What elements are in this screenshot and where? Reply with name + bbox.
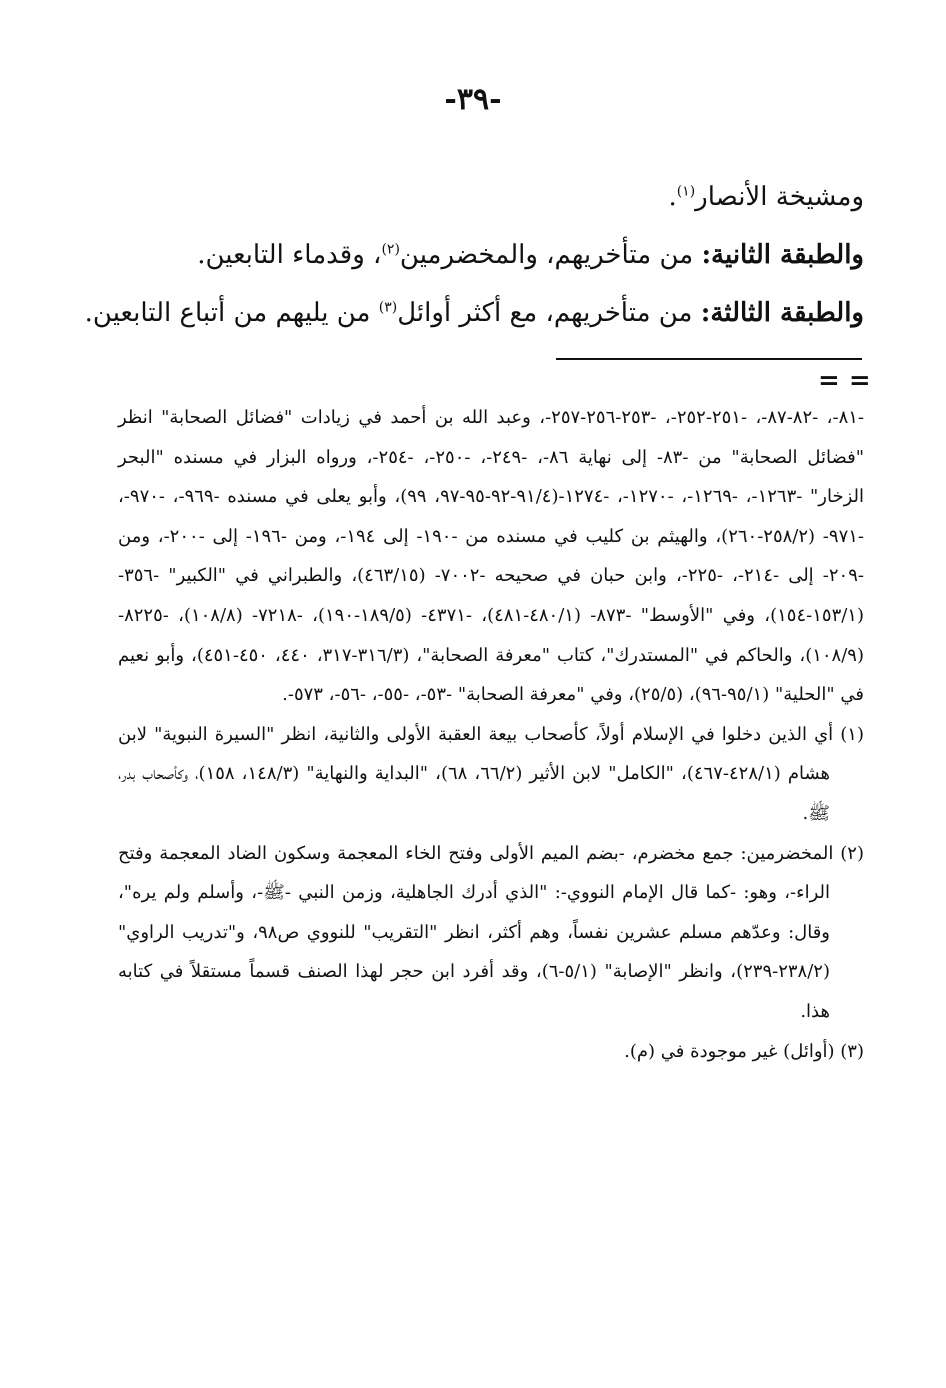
footnote-separator — [556, 358, 862, 360]
footnote-ref-2: (٢) — [381, 241, 400, 258]
footnote-continued: -٨١-، -٨٢-٨٧-، -٢٥١-٢٥٢-، -٢٥٣-٢٥٦-٢٥٧-، وعبد الله بن أحمد في زيادات "فضائل الصحابة" انظر "فضائل الصحابة" من -٨٣- إلى نهاية ٨٦-، -٢٤٩-، -٢٥٠-، -٢٥٤-، ورواه البزار في مسنده "البحر الزخار" -١٢٦٣-، -١٢٦٩-، -١٢٧٠-، -١٢٧٤-(٩١/٤-٩٢-٩٥-٩٧، ٩٩)، وأبو يعلى في مسنده -٩٦٩-، -٩٧٠-، -٩٧١- (٢٥٨/٢-٢٦٠)، والهيثم بن كليب في مسنده من -١٩٠- إلى ١٩٤-، ومن -١٩٦- إلى -٢٠٠-، ومن -٢٠٩- إلى -٢١٤-، -٢٢٥-، وابن حبان في صحيحه -٧٠٠٢- (٤٦٣/١٥)، والطبراني في "الكبير" -٣٥٦- (١٥٣/١-١٥٤)، وفي "الأوسط" -٨٧٣- (٤٨٠/١-٤٨١)، -٤٣٧١- (١٨٩/٥-١٩٠)، -٧٢١٨- (١٠٨/٨)، -٨٢٢٥- (١٠٨/٩)، والحاكم في "المستدرك"، كتاب "معرفة الصحابة"، (٣١٦/٣-٣١٧، ٤٤٠، ٤٥٠-٤٥١)، وأبو نعيم في "الحلية" (٩٥/١-٩٦)، (٢٥/٥)، وفي "معرفة الصحابة" -٥٣-، -٥٥-، -٥٦-، ٥٧٣-. — [118, 407, 865, 706]
main-line-3-text-b: من يليهم من أتباع التابعين. — [84, 298, 379, 328]
main-line-1-text: ومشيخة الأنصار — [695, 182, 864, 212]
main-text — [84, 168, 864, 342]
main-line-3-text-a: من متأخريهم، مع أكثر أوائل — [397, 298, 701, 328]
footnote-3: (٣) (أوائل) غير موجودة في (م). — [624, 1040, 864, 1062]
main-line-2-text-b: ، وقدماء التابعين. — [197, 240, 382, 270]
main-line-1-end: . — [668, 182, 677, 212]
footnote-2: (٢) المخضرمين: جمع مخضرم، -بضم الميم الأولى وفتح الخاء المعجمة وسكون الضاد المعجمة وفتح الراء-، وهو: -كما قال الإمام النووي-: "الذي أدرك الجاهلية، وزمن النبي -ﷺ-، وأسلم ولم يره"، وقال: وعدّهم مسلم عشرين نفساً، وهم أكثر، انظر "التقريب" للنووي ص٩٨، و"تدريب الراوي" (٢٣٨/٢-٢٣٩)، وانظر "الإصابة" (٥/١-٦)، وقد أفرد ابن حجر لهذا الصنف قسماً مستقلاً في كتابه هذا. — [118, 842, 864, 1022]
third-tier-heading: والطبقة الثالثة: — [700, 298, 864, 328]
main-line-3 — [84, 284, 864, 342]
main-line-2 — [118, 226, 864, 284]
continuation-marker: = = — [818, 366, 871, 396]
page-number: -٣٩- — [444, 82, 502, 117]
main-line-2-text-a: من متأخريهم، والمخضرمين — [399, 240, 702, 270]
footnotes — [118, 398, 864, 1071]
main-line-1 — [118, 168, 864, 226]
footnote-ref-1: (١) — [676, 183, 696, 200]
footnote-ref-3: (٣) — [378, 299, 398, 316]
footnote-1: (١) أي الذين دخلوا في الإسلام أولاً، كأصحاب بيعة العقبة الأولى والثانية، انظر "السيرة النبوية" لابن هشام (٤٢٨/١-٤٦٧)، "الكامل" لابن الأثير (٦٦/٢، ٦٨)، "البداية والنهاية" (١٤٨/٣، ١٥٨)، وكأصحاب بدر، ﷺ. — [118, 723, 864, 824]
second-tier-heading: والطبقة الثانية: — [701, 240, 864, 270]
